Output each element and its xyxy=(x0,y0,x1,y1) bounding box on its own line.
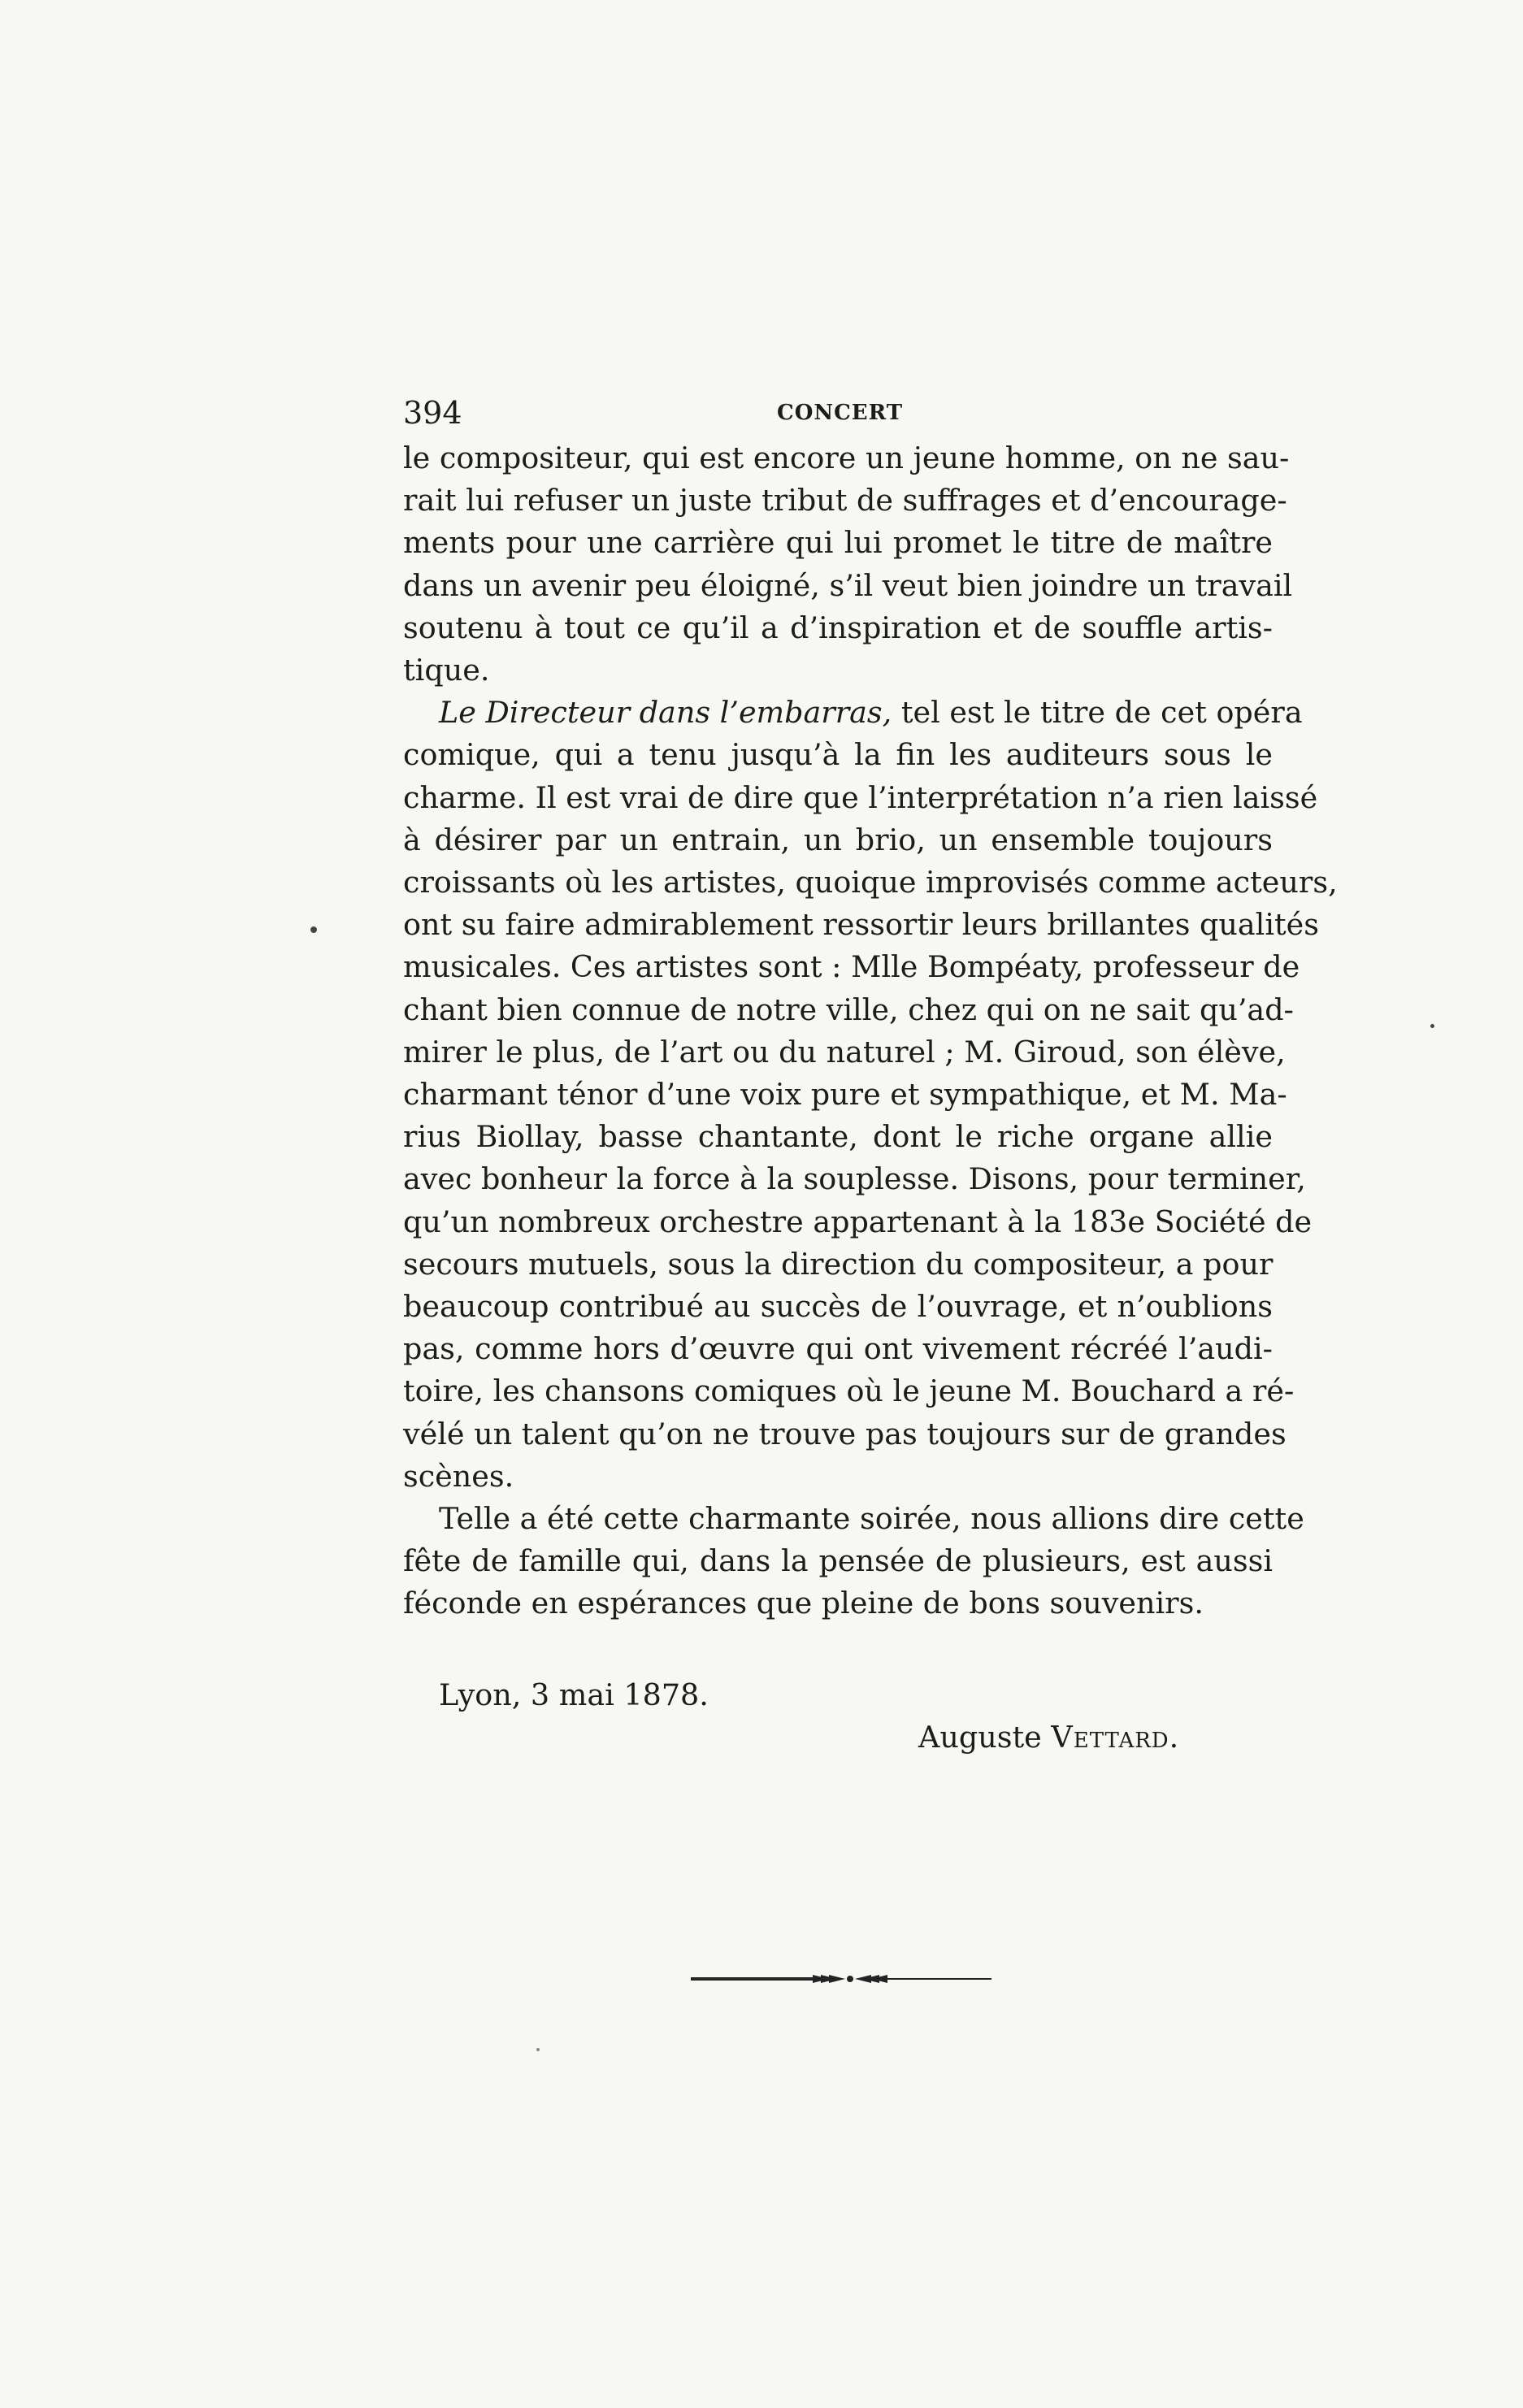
text-line: à désirer par un entrain, un brio, un ensemble toujours xyxy=(403,822,1273,857)
text-line: le compositeur, qui est encore un jeune homme, on ne sau- xyxy=(403,440,1290,475)
text-line: mirer le plus, de l’art ou du naturel ; M. Giroud, son élève, xyxy=(403,1034,1286,1069)
text-line: féconde en espérances que pleine de bons souvenirs. xyxy=(403,1586,1204,1621)
dateline: Lyon, 3 mai 1878. xyxy=(439,1677,709,1712)
text-line: scènes. xyxy=(403,1458,514,1494)
paragraph-2 xyxy=(403,692,1338,1498)
text-line: secours mutuels, sous la direction du compositeur, a pour xyxy=(403,1246,1274,1282)
text-line: comique, qui a tenu jusqu’à la fin les auditeurs sous le xyxy=(403,737,1273,773)
signature-first-name: Auguste xyxy=(918,1720,1042,1755)
text-line: beaucoup contribué au succès de l’ouvrage, et n’oublions xyxy=(403,1289,1273,1325)
signature-last-name: Vettard. xyxy=(1051,1720,1180,1755)
text-line: fête de famille qui, dans la pensée de plusieurs, est aussi xyxy=(403,1543,1273,1579)
text-line: musicales. Ces artistes sont : Mlle Bompéaty, professeur de xyxy=(403,949,1300,985)
text-line: qu’un nombreux orchestre appartenant à la 183e Société de xyxy=(403,1204,1313,1239)
text-line: rait lui refuser un juste tribut de suffrages et d’encourage- xyxy=(403,483,1287,518)
print-speck xyxy=(310,926,317,933)
text-line: ont su faire admirablement ressortir leurs brillantes qualités xyxy=(403,907,1320,943)
text-line: charmant ténor d’une voix pure et sympathique, et M. Ma- xyxy=(403,1077,1287,1113)
opera-title: Le Directeur dans l’embarras, xyxy=(439,695,892,731)
text-line: soutenu à tout ce qu’il a d’inspiration et de souffle artis- xyxy=(403,610,1273,645)
body-text xyxy=(403,437,1338,1625)
text-line: dans un avenir peu éloigné, s’il veut bien joindre un travail xyxy=(403,567,1293,603)
text-line: pas, comme hors d’œuvre qui ont vivement récréé l’audi- xyxy=(403,1331,1273,1367)
text-line: tique. xyxy=(403,653,490,688)
ornament-divider xyxy=(691,1971,991,1987)
page-number: 394 xyxy=(403,395,462,431)
text-line: croissants où les artistes, quoique improvisés comme acteurs, xyxy=(403,865,1338,900)
ornament-divider-icon xyxy=(691,1971,991,1987)
text-line-rest: tel est le titre de cet opéra xyxy=(892,695,1303,731)
text-line: chant bien connue de notre ville, chez qui on ne sait qu’ad- xyxy=(403,991,1294,1027)
page-header xyxy=(403,388,1273,437)
signature xyxy=(918,1716,1179,1759)
text-line-first xyxy=(403,692,1303,734)
paragraph-3 xyxy=(403,1498,1304,1625)
text-line: rius Biollay, basse chantante, dont le riche organe allie xyxy=(403,1119,1273,1155)
text-line: Telle a été cette charmante soirée, nous allions dire cette xyxy=(439,1501,1304,1537)
text-line: ments pour une carrière qui lui promet le titre de maître xyxy=(403,525,1273,561)
print-speck xyxy=(1430,1024,1434,1028)
running-title: CONCERT xyxy=(777,401,904,425)
text-line: toire, les chansons comiques où le jeune M. Bouchard a ré- xyxy=(403,1373,1295,1409)
text-line: vélé un talent qu’on ne trouve pas toujours sur de grandes xyxy=(403,1416,1287,1451)
print-speck xyxy=(536,2048,540,2051)
text-line: charme. Il est vrai de dire que l’interprétation n’a rien laissé xyxy=(403,779,1318,815)
text-line: avec bonheur la force à la souplesse. Disons, pour terminer, xyxy=(403,1161,1306,1197)
paragraph-1 xyxy=(403,437,1293,692)
